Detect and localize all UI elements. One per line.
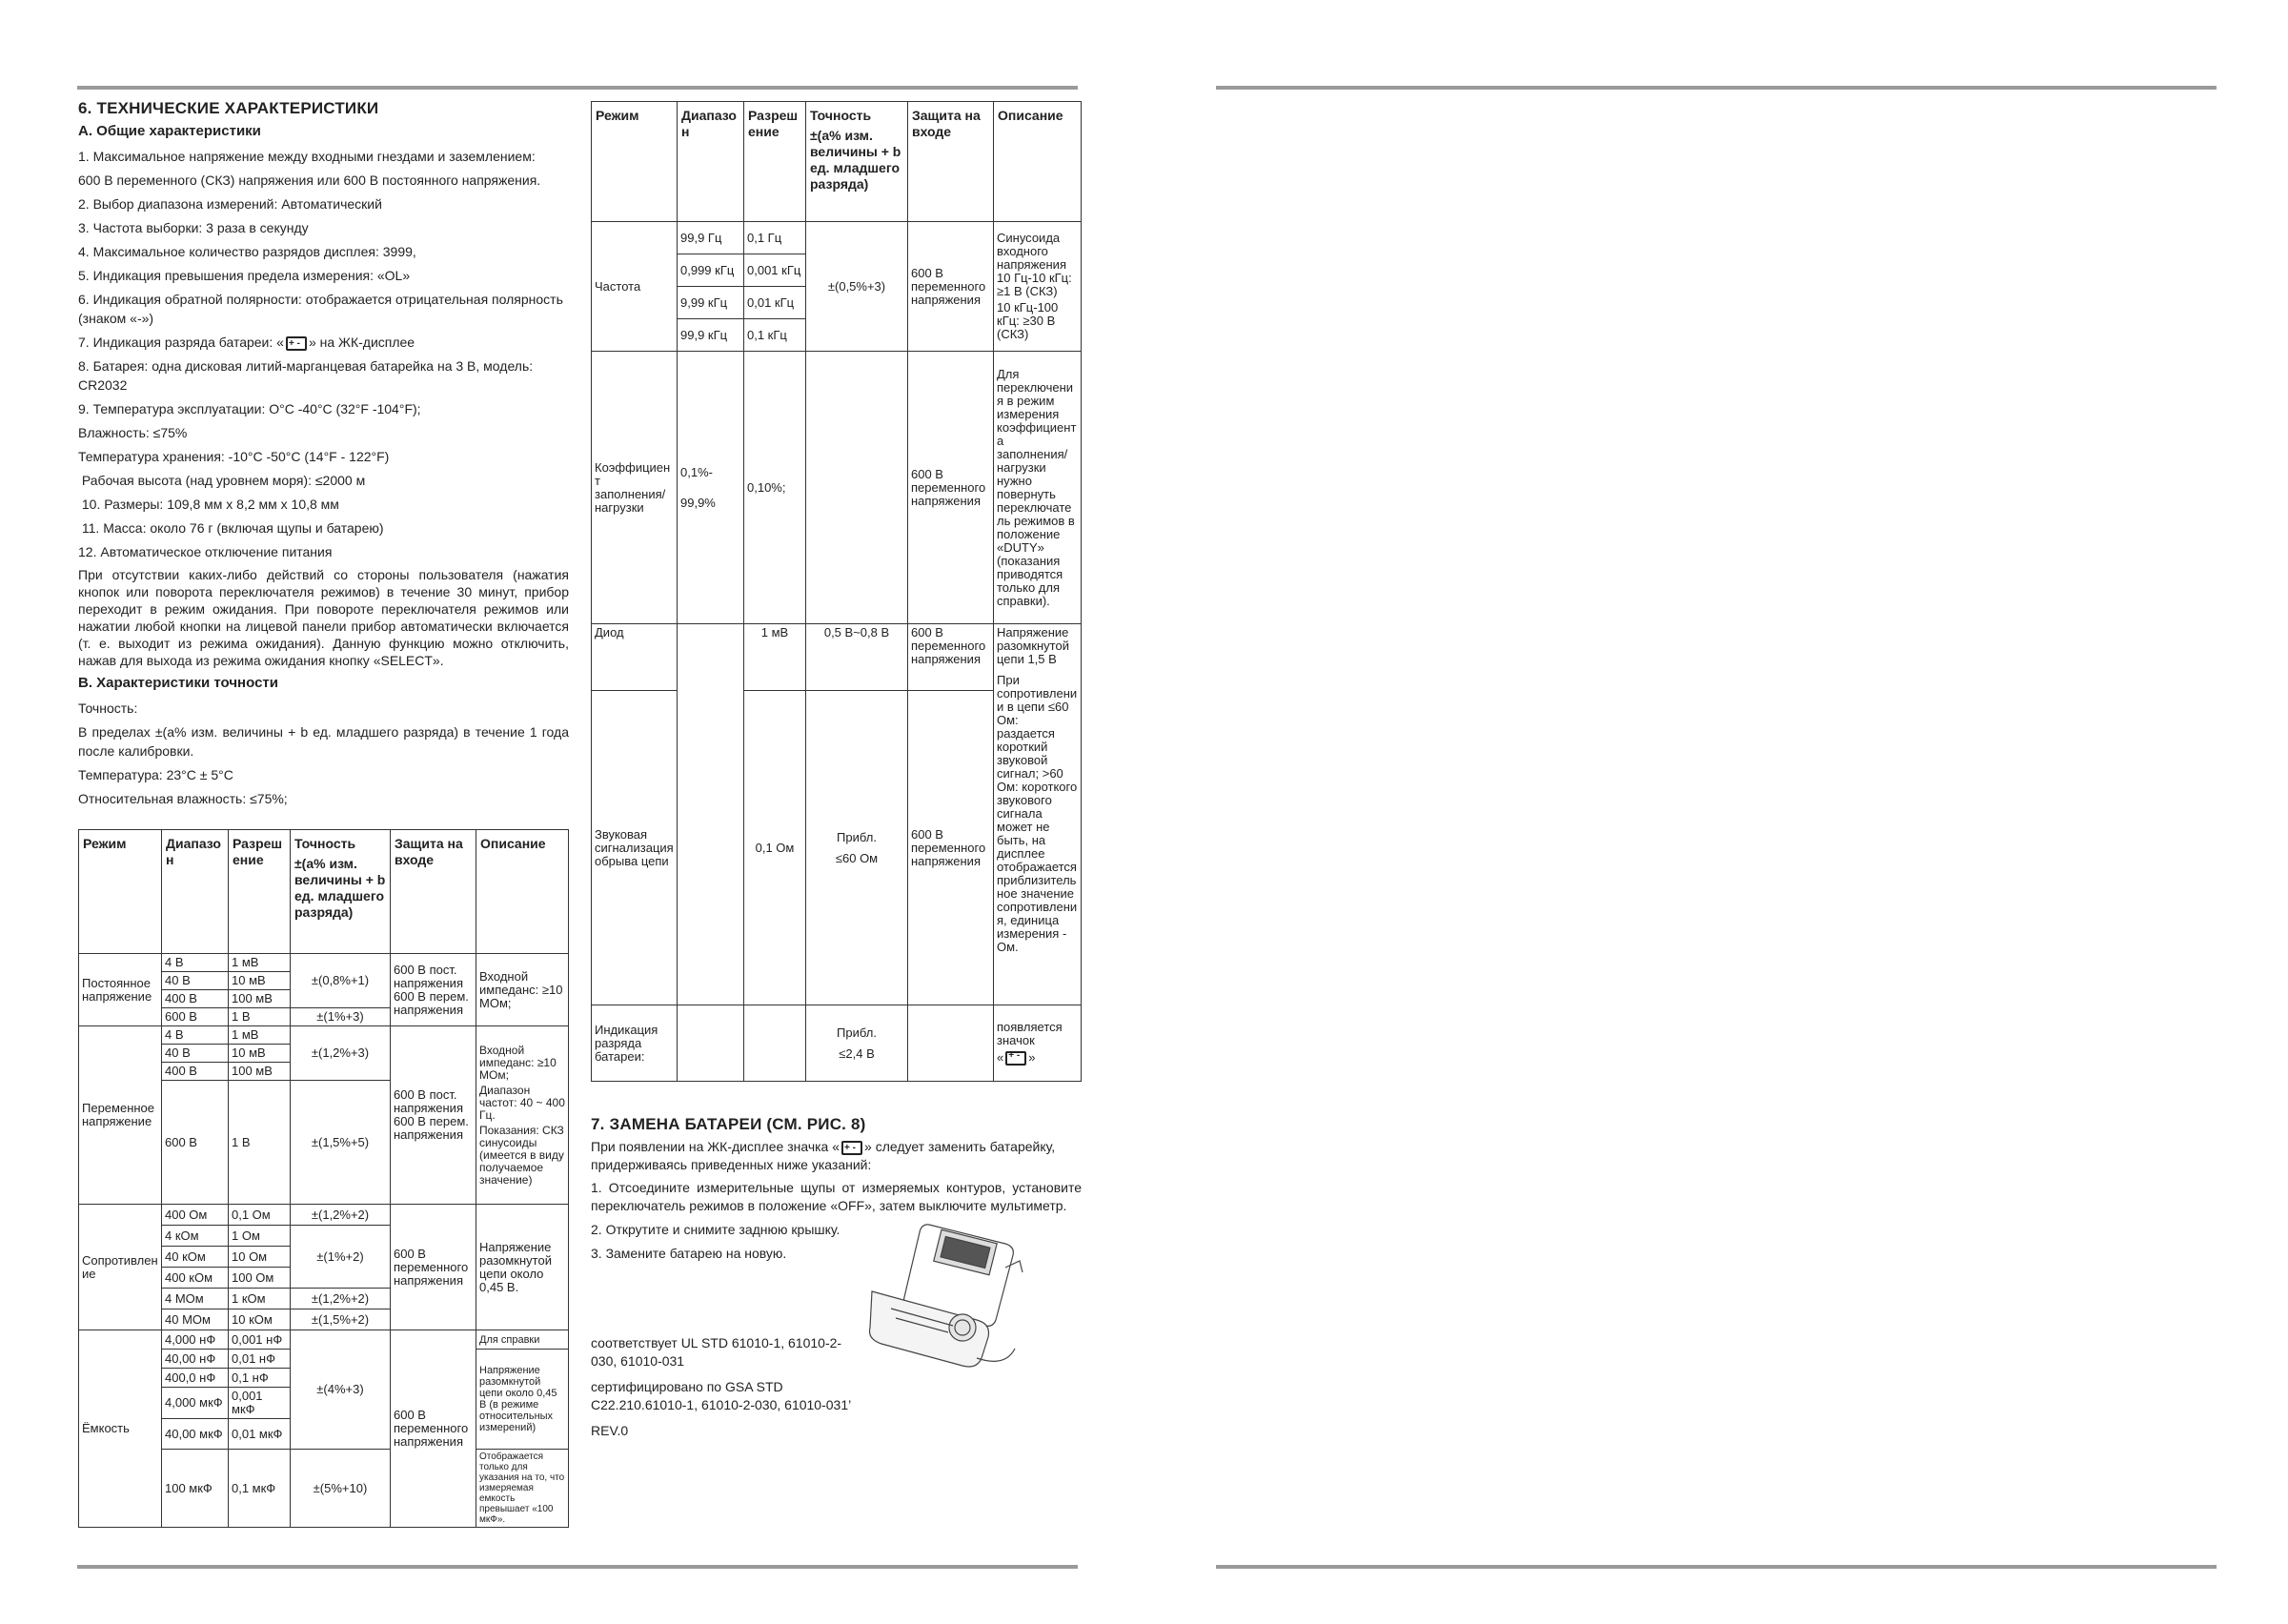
cap-acc-2: ±(5%+10) (291, 1450, 391, 1528)
res-description: Напряжение разомкнутой цепи около 0,45 В. (476, 1205, 569, 1330)
acv-res: 1 В (229, 1081, 291, 1205)
cert-gsa: сертифицировано по GSA STD C22.210.61010-1, 61010-2-030, 61010-031’ (591, 1379, 852, 1412)
section-7-title: 7. ЗАМЕНА БАТАРЕИ (СМ. РИС. 8) (591, 1115, 866, 1133)
batt-range (678, 1005, 744, 1082)
acv-range: 4 В (162, 1026, 229, 1045)
res-range: 4 МОм (162, 1289, 229, 1309)
dcv-range: 600 В (162, 1008, 229, 1026)
res-res: 1 кОм (229, 1289, 291, 1309)
header-accuracy (806, 102, 908, 222)
batt-desc-2 (997, 1051, 1078, 1066)
header-mode: Режим (592, 102, 678, 222)
header-accuracy-sub: ±(a% изм. величины + b ед. младшего разряда) (810, 128, 901, 192)
accuracy-label: Точность: (78, 700, 138, 716)
cap-range: 40,00 мкФ (162, 1419, 229, 1450)
dcv-range: 4 В (162, 954, 229, 972)
acv-desc-2: Диапазон частот: 40 ~ 400 Гц. (479, 1083, 565, 1122)
acv-acc-1: ±(1,2%+3) (291, 1026, 391, 1081)
res-acc-1: ±(1,2%+2) (291, 1205, 391, 1226)
battery-replacement-figure (862, 1215, 1043, 1387)
cap-res: 0,1 мкФ (229, 1450, 291, 1528)
freq-range: 99,9 Гц (678, 222, 744, 254)
cont-desc: При сопротивлении в цепи ≤60 Ом: раздается короткий звуковой сигнал; >60 Ом: короткого звукового сигнала может не быть, на дисплее отображается приблизительное значение сопротивления, единица измерения - Ом. (997, 673, 1078, 954)
header-accuracy-title: Точность (294, 836, 356, 851)
freq-range: 9,99 кГц (678, 287, 744, 319)
cap-mode: Ёмкость (79, 1330, 162, 1528)
cap-desc-2: Напряжение разомкнутой цепи около 0,45 В (в режиме относительных измерений) (476, 1350, 569, 1450)
freq-range: 0,999 кГц (678, 254, 744, 287)
res-protection: 600 В переменного напряжения (391, 1205, 476, 1330)
freq-res: 0,001 кГц (744, 254, 806, 287)
spec-item: 2. Выбор диапазона измерений: Автоматический (78, 196, 382, 212)
cont-acc (806, 691, 908, 1005)
cont-protection: 600 В переменного напряжения (908, 691, 994, 1005)
res-range: 400 Ом (162, 1205, 229, 1226)
accuracy-within: В пределах ±(a% изм. величины + b ед. младшего разряда) в течение 1 года после калибровки. (78, 724, 569, 759)
cap-range: 400,0 нФ (162, 1369, 229, 1388)
cert-ul: соответствует UL STD 61010-1, 61010-2-030, 61010-031 (591, 1335, 842, 1369)
duty-range-1: 0,1%- (680, 464, 713, 479)
battery-icon (1005, 1051, 1026, 1066)
res-res: 10 кОм (229, 1309, 291, 1330)
section-6-title: 6. ТЕХНИЧЕСКИЕ ХАРАКТЕРИСТИКИ (78, 99, 379, 117)
dcv-res: 1 В (229, 1008, 291, 1026)
batt-res (744, 1005, 806, 1082)
dcv-description: Входной импеданс: ≥10 МОм; (476, 954, 569, 1026)
header-accuracy-sub: ±(a% изм. величины + b ед. младшего разряда) (294, 856, 386, 920)
freq-protection: 600 В переменного напряжения (908, 222, 994, 352)
dcv-range: 40 В (162, 972, 229, 990)
spec-item: 8. Батарея: одна дисковая литий-марганцевая батарейка на 3 В, модель: CR2032 (78, 358, 534, 393)
spec-item: 5. Индикация превышения предела измерения: «OL» (78, 268, 411, 283)
header-mode: Режим (79, 830, 162, 954)
header-range: Диапазон (162, 830, 229, 954)
duty-range (678, 352, 744, 624)
cap-acc-1: ±(4%+3) (291, 1330, 391, 1450)
acv-range: 400 В (162, 1063, 229, 1081)
right-page-bottom-rule (1216, 1565, 2217, 1569)
res-range: 40 МОм (162, 1309, 229, 1330)
res-res: 10 Ом (229, 1247, 291, 1268)
cap-range: 100 мкФ (162, 1450, 229, 1528)
acv-desc-3: Показания: СКЗ синусоиды (имеется в виду получаемое значение) (479, 1123, 564, 1187)
freq-desc-1: Синусоида входного напряжения 10 Гц-10 кГц: ≥1 В (СКЗ) (997, 231, 1072, 298)
batt-description (994, 1005, 1082, 1082)
res-acc-2: ±(1%+2) (291, 1226, 391, 1289)
spec-item: 4. Максимальное количество разрядов дисплея: 3999, (78, 244, 416, 259)
cap-range: 4,000 мкФ (162, 1388, 229, 1419)
acv-range: 40 В (162, 1045, 229, 1063)
cap-res: 0,1 нФ (229, 1369, 291, 1388)
spec-item: 1. Максимальное напряжение между входными гнездами и заземлением: (78, 149, 536, 164)
batt-desc-pre: « (997, 1049, 1004, 1065)
spec-item-7 (78, 333, 569, 352)
spec-item-7-pre: 7. Индикация разряда батареи: « (78, 335, 284, 350)
acv-acc-2: ±(1,5%+5) (291, 1081, 391, 1205)
batt-acc (806, 1005, 908, 1082)
acv-res: 1 мВ (229, 1026, 291, 1045)
dcv-acc-2: ±(1%+3) (291, 1008, 391, 1026)
dcv-res: 100 мВ (229, 990, 291, 1008)
spec-item: Температура хранения: -10°C -50°C (14°F - 122°F) (78, 449, 390, 464)
freq-description (994, 222, 1082, 352)
step-1: 1. Отсоедините измерительные щупы от измеряемых контуров, установите переключатель режимов в положение «OFF», затем выключите мультиметр. (591, 1180, 1082, 1213)
spec-item: 9. Температура эксплуатации: О°C -40°C (32°F -104°F); (78, 401, 421, 416)
batt-desc-post: » (1028, 1049, 1036, 1065)
freq-res: 0,01 кГц (744, 287, 806, 319)
header-description: Описание (994, 102, 1082, 222)
header-resolution: Разрешение (229, 830, 291, 954)
batt-acc-1: Прибл. (837, 1025, 877, 1040)
cap-range: 40,00 нФ (162, 1350, 229, 1369)
section-7-intro (591, 1138, 1082, 1174)
accuracy-table-2 (591, 101, 1082, 1082)
res-range: 400 кОм (162, 1268, 229, 1289)
header-accuracy (291, 830, 391, 954)
cap-res: 0,01 нФ (229, 1350, 291, 1369)
cap-desc-3: Отображается только для указания на то, что измеряемая емкость превышает «100 мкФ». (476, 1450, 569, 1528)
duty-mode: Коэффициент заполнения/ нагрузки (592, 352, 678, 624)
diode-mode: Диод (592, 624, 678, 691)
cap-res: 0,001 нФ (229, 1330, 291, 1350)
res-res: 100 Ом (229, 1268, 291, 1289)
freq-res: 0,1 кГц (744, 319, 806, 352)
diode-res: 1 мВ (744, 624, 806, 691)
intro-pre: При появлении на ЖК-дисплее значка « (591, 1139, 840, 1154)
step-2: 2. Открутите и снимите заднюю крышку. (591, 1222, 840, 1237)
spec-item: 10. Размеры: 109,8 мм x 8,2 мм x 10,8 мм (78, 497, 339, 512)
acv-description (476, 1026, 569, 1205)
acv-res: 100 мВ (229, 1063, 291, 1081)
cap-res: 0,001 мкФ (229, 1388, 291, 1419)
res-res: 1 Ом (229, 1226, 291, 1247)
header-protection: Защита на входе (908, 102, 994, 222)
acv-range: 600 В (162, 1081, 229, 1205)
freq-desc-2: 10 кГц-100 кГц: ≥30 В (СКЗ) (997, 300, 1059, 341)
res-range: 4 кОм (162, 1226, 229, 1247)
acv-mode: Переменное напряжение (79, 1026, 162, 1205)
spec-item: 3. Частота выборки: 3 раза в секунду (78, 220, 309, 235)
header-accuracy-title: Точность (810, 108, 872, 123)
res-acc-4: ±(1,5%+2) (291, 1309, 391, 1330)
dcv-protection: 600 В пост. напряжения 600 В перем. напряжения (391, 954, 476, 1026)
diode-range (678, 624, 744, 1005)
diode-desc: Напряжение разомкнутой цепи 1,5 В (997, 625, 1069, 666)
step-3: 3. Замените батарею на новую. (591, 1246, 787, 1261)
subsection-b-title: В. Характеристики точности (78, 675, 278, 691)
res-mode: Сопротивление (79, 1205, 162, 1330)
revision: REV.0 (591, 1423, 629, 1438)
dcv-range: 400 В (162, 990, 229, 1008)
freq-range: 99,9 кГц (678, 319, 744, 352)
spec-item: Влажность: ≤75% (78, 425, 188, 440)
freq-mode: Частота (592, 222, 678, 352)
humidity-condition: Относительная влажность: ≤75%; (78, 791, 288, 806)
acv-res: 10 мВ (229, 1045, 291, 1063)
batt-mode: Индикация разряда батареи: (592, 1005, 678, 1082)
spec-item: 12. Автоматическое отключение питания (78, 544, 333, 559)
cont-acc-1: Прибл. (837, 829, 877, 844)
header-resolution: Разрешение (744, 102, 806, 222)
diode-acc: 0,5 В~0,8 В (806, 624, 908, 691)
acv-protection: 600 В пост. напряжения 600 В перем. напряжения (391, 1026, 476, 1205)
duty-protection: 600 В переменного напряжения (908, 352, 994, 624)
cap-range: 4,000 нФ (162, 1330, 229, 1350)
batt-protection (908, 1005, 994, 1082)
left-page-top-rule (77, 86, 1078, 90)
accuracy-table-1 (78, 829, 569, 1528)
right-page-top-rule (1216, 86, 2217, 90)
cont-mode: Звуковая сигнализация обрыва цепи (592, 691, 678, 1005)
auto-off-paragraph: При отсутствии каких-либо действий со стороны пользователя (нажатия кнопок или поворота переключателя режимов) в течение 30 минут, прибор переходит в режим ожидания. При повороте переключателя режимов или нажатии любой кнопки на лицевой панели прибор автоматически включается (т. е. выходит из режима ожидания). Данную функцию можно отключить, нажав для выхода из режима ожидания кнопку «SELECT». (78, 567, 569, 668)
spec-item: Рабочая высота (над уровнем моря): ≤2000 м (78, 473, 366, 488)
temperature-condition: Температура: 23°C ± 5°C (78, 767, 233, 782)
header-range: Диапазон (678, 102, 744, 222)
duty-range-2: 99,9% (680, 495, 716, 510)
dcv-res: 1 мВ (229, 954, 291, 972)
intro-post: » следует заменить батарейку, придерживаясь приведенных ниже указаний: (591, 1139, 1056, 1172)
certification-block (591, 1334, 867, 1445)
dcv-mode: Постоянное напряжение (79, 954, 162, 1026)
duty-res: 0,10%; (744, 352, 806, 624)
res-range: 40 кОм (162, 1247, 229, 1268)
diode-protection: 600 В переменного напряжения (908, 624, 994, 691)
dcv-acc-1: ±(0,8%+1) (291, 954, 391, 1008)
spec-item: 6. Индикация обратной полярности: отображается отрицательная полярность (знаком «-») (78, 292, 563, 326)
left-page-bottom-rule (77, 1565, 1078, 1569)
batt-desc-1: появляется значок (997, 1019, 1063, 1047)
acv-desc-1: Входной импеданс: ≥10 МОм; (479, 1043, 557, 1082)
duty-acc (806, 352, 908, 624)
res-acc-3: ±(1,2%+2) (291, 1289, 391, 1309)
battery-icon (286, 336, 307, 351)
cont-acc-2: ≤60 Ом (835, 850, 879, 865)
header-protection: Защита на входе (391, 830, 476, 954)
spec-item-7-post: » на ЖК-дисплее (308, 335, 415, 350)
freq-res: 0,1 Гц (744, 222, 806, 254)
subsection-a-title: А. Общие характеристики (78, 123, 261, 139)
cap-res: 0,01 мкФ (229, 1419, 291, 1450)
battery-icon (841, 1141, 862, 1155)
spec-item: 11. Масса: около 76 г (включая щупы и батарею) (78, 520, 384, 536)
cont-res: 0,1 Ом (744, 691, 806, 1005)
spec-item: 600 В переменного (СКЗ) напряжения или 600 В постоянного напряжения. (78, 173, 541, 188)
cap-desc-1: Для справки (476, 1330, 569, 1350)
res-res: 0,1 Ом (229, 1205, 291, 1226)
left-column (78, 99, 569, 813)
diode-cont-description (994, 624, 1082, 1005)
freq-acc: ±(0,5%+3) (806, 222, 908, 352)
dcv-res: 10 мВ (229, 972, 291, 990)
duty-description: Для переключения в режим измерения коэффициента заполнения/ нагрузки нужно повернуть переключатель режимов в положение «DUTY» (показания приводятся только для справки). (994, 352, 1082, 624)
header-description: Описание (476, 830, 569, 954)
cap-protection: 600 В переменного напряжения (391, 1330, 476, 1528)
batt-acc-2: ≤2,4 В (839, 1045, 875, 1061)
